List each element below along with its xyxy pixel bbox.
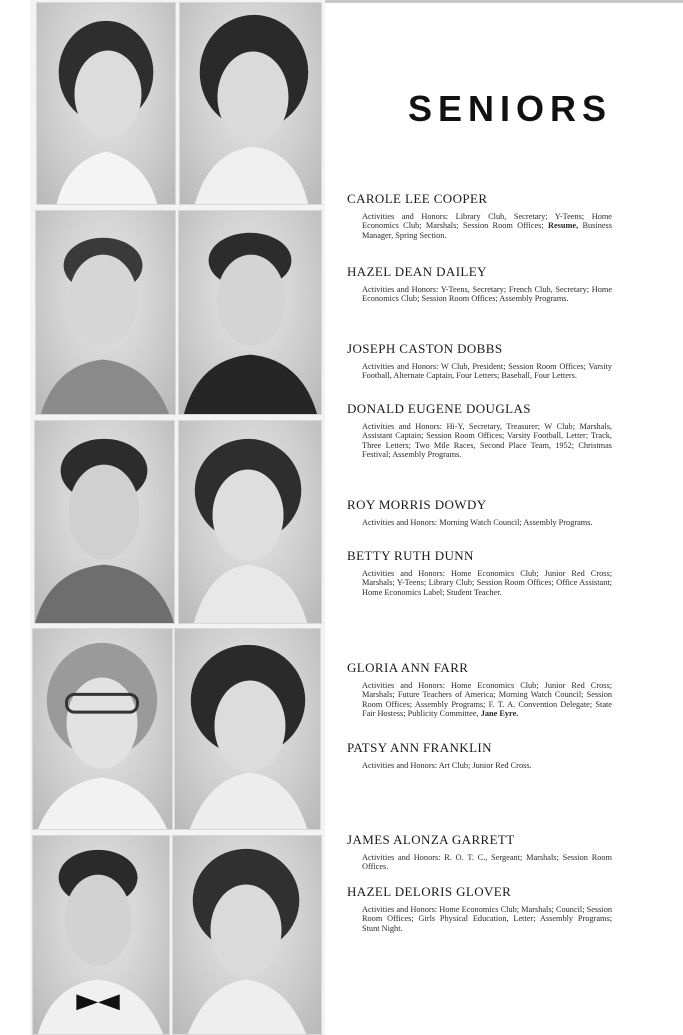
senior-activities: Activities and Honors: Y-Teens, Secretary; French Club, Secretary; Home Economics Club; Session Room Offices; Assembly Programs. [362,285,612,304]
senior-name: ROY MORRIS DOWDY [347,497,487,512]
publication-title: Resume, [548,221,579,231]
senior-name: JAMES ALONZA GARRETT [347,832,515,847]
publication-title: Jane Eyre. [480,708,519,718]
top-rule [325,0,683,3]
senior-activities: Activities and Honors: Art Club; Junior Red Cross. [362,761,532,770]
portrait-photo [35,210,176,415]
senior-entry [344,401,612,459]
senior-activities: Activities and Honors: W Club, President; Session Room Offices; Varsity Football, Alternate Captain, Four Letters; Baseball, Four Letters. [362,362,612,381]
senior-activities: Activities and Honors: Morning Watch Council; Assembly Programs. [362,518,593,527]
senior-name: JOSEPH CASTON DOBBS [347,341,503,356]
portrait-photo [178,210,322,415]
senior-name: DONALD EUGENE DOUGLAS [347,401,531,416]
senior-name: PATSY ANN FRANKLIN [347,740,492,755]
portrait-photo [174,628,321,830]
senior-entry [344,548,612,597]
portrait-photo [172,835,322,1035]
portrait-photo [178,420,322,624]
senior-entry [344,832,612,872]
portrait-photo [32,835,170,1035]
senior-name: BETTY RUTH DUNN [347,548,474,563]
portrait-photo [36,2,176,205]
senior-activities: Activities and Honors: Hi-Y, Secretary, Treasurer; W Club; Marshals, Assistant Captain; Session Room Offices; Varsity Football, Letter; Track, Three Letters; Two Mile Races, Second Place Team, 1952; Christmas Festival; Assembly Programs. [362,422,612,459]
portrait-photo [32,628,173,830]
senior-entry [344,497,612,527]
senior-activities: Activities and Honors: Library Club, Secretary; Y-Teens; Home Economics Club; Marshals; Session Room Offices; Resume, Business Manager, Spring Section. [362,212,612,240]
senior-activities: Activities and Honors: Home Economics Club; Junior Red Cross; Marshals; Y-Teens; Library Club; Session Room Offices; Office Assistant; Home Economics Label; Student Teacher. [362,569,612,597]
senior-name: GLORIA ANN FARR [347,660,469,675]
senior-name: CAROLE LEE COOPER [347,191,488,206]
portrait-photo [179,2,322,205]
page-title: SENIORS [408,88,613,129]
portrait-photo [34,420,175,624]
senior-activities: Activities and Honors: Home Economics Club; Junior Red Cross; Marshals; Future Teachers of America; Morning Watch Council; Session Room Offices; Assembly Programs; F. T. A. Convention Delegate; State Fair Hostess; Publicity Committee, Jane Eyre. [362,681,612,718]
senior-activities: Activities and Honors: R. O. T. C., Sergeant; Marshals; Session Room Offices. [362,853,612,872]
senior-entry [344,341,612,381]
senior-name: HAZEL DEAN DAILEY [347,264,487,279]
senior-entry [344,264,612,304]
senior-entry [344,884,612,933]
senior-entry [344,740,612,770]
senior-name: HAZEL DELORIS GLOVER [347,884,512,899]
senior-activities: Activities and Honors: Home Economics Club; Marshals; Council; Session Room Offices; Girls Physical Education, Letter; Assembly Programs; Stunt Night. [362,905,612,933]
senior-entry [344,191,612,240]
senior-entry [344,660,612,718]
